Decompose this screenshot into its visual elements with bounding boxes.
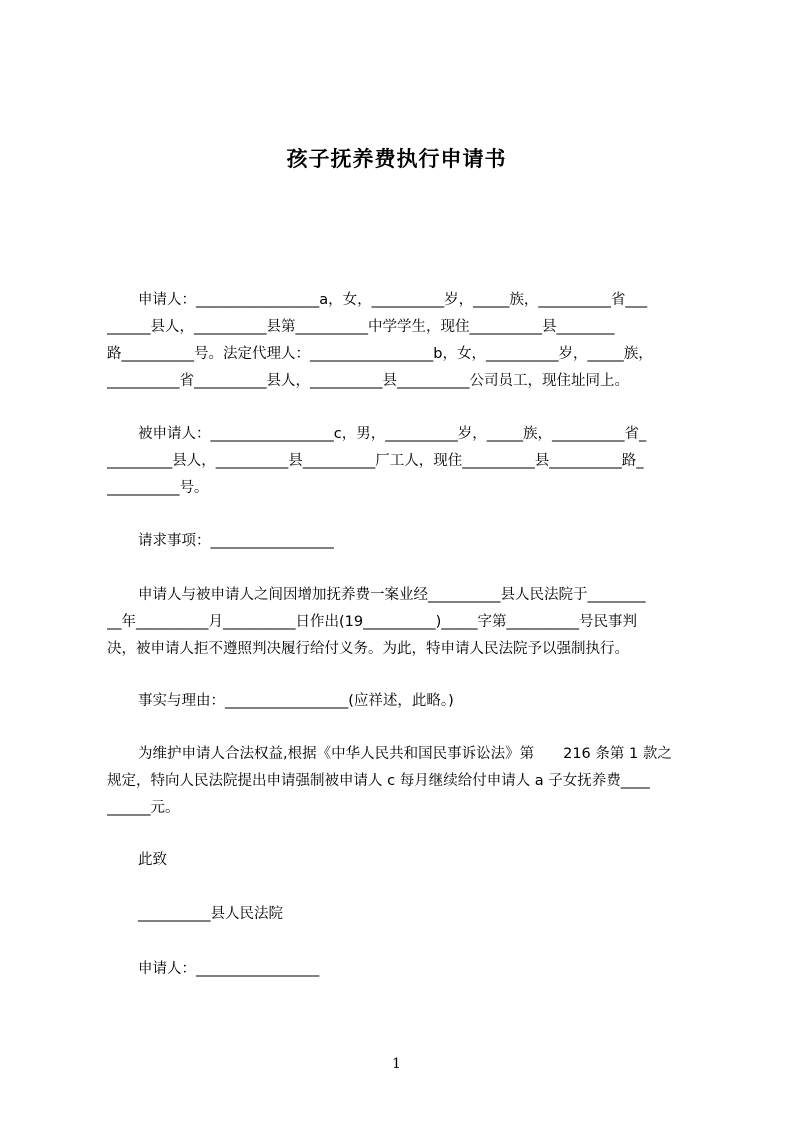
legal-paragraph xyxy=(107,741,699,822)
legal-line-2: 规定，特向人民法院提出申请强制被申请人 c 每月继续给付申请人 a 子女抚养费____ xyxy=(107,773,650,789)
case-line-3: 决，被申请人拒不遵照判决履行给付义务。为此，特申请人民法院予以强制执行。 xyxy=(107,641,629,657)
facts-line: 事实与理由：_________________(应祥述，此略。) xyxy=(138,693,454,709)
applicant-line-4: __________省__________县人，__________县__________公司员工，现住址同上。 xyxy=(107,373,629,389)
case-line-2: __年__________月__________日作出(19__________)_____字第__________号民事判 xyxy=(107,614,638,630)
request-line: 请求事项：_________________ xyxy=(138,533,334,549)
closing-paragraph xyxy=(107,847,699,874)
facts-paragraph xyxy=(107,688,699,715)
respondent-line-2: _________县人，__________县__________厂工人，现住__________县__________路_ xyxy=(107,453,644,469)
legal-line-1: 为维护申请人合法权益,根据《中华人民共和国民事诉讼法》第 216 条第 1 款之 xyxy=(138,746,672,762)
court-line: __________县人民法院 xyxy=(138,906,283,922)
signature-paragraph xyxy=(107,956,699,983)
respondent-paragraph xyxy=(107,421,699,502)
case-line-1: 申请人与被申请人之间因增加抚养费一案业经__________县人民法院于________ xyxy=(138,587,646,603)
closing-text: 此致 xyxy=(138,852,167,868)
respondent-line-3: __________号。 xyxy=(107,480,209,496)
court-paragraph xyxy=(107,901,699,928)
respondent-line-1: 被申请人：_________________c，男，__________岁，_____族，__________省_ xyxy=(138,426,647,442)
case-paragraph xyxy=(107,582,699,663)
page-title: 孩子抚养费执行申请书 xyxy=(286,147,507,171)
applicant-line-1: 申请人：_________________a，女，__________岁，_____族，__________省___ xyxy=(138,292,648,308)
signature-line: 申请人：_________________ xyxy=(138,961,320,977)
applicant-line-3: 路__________号。法定代理人：_________________b，女，__________岁，_____族， xyxy=(107,346,653,362)
applicant-line-2: ______县人，__________县第__________中学学生，现住__________县________ xyxy=(107,319,615,335)
request-paragraph xyxy=(107,528,699,555)
applicant-paragraph xyxy=(107,287,699,395)
page-number: 1 xyxy=(392,1056,401,1072)
legal-line-3: ______元。 xyxy=(107,800,180,816)
